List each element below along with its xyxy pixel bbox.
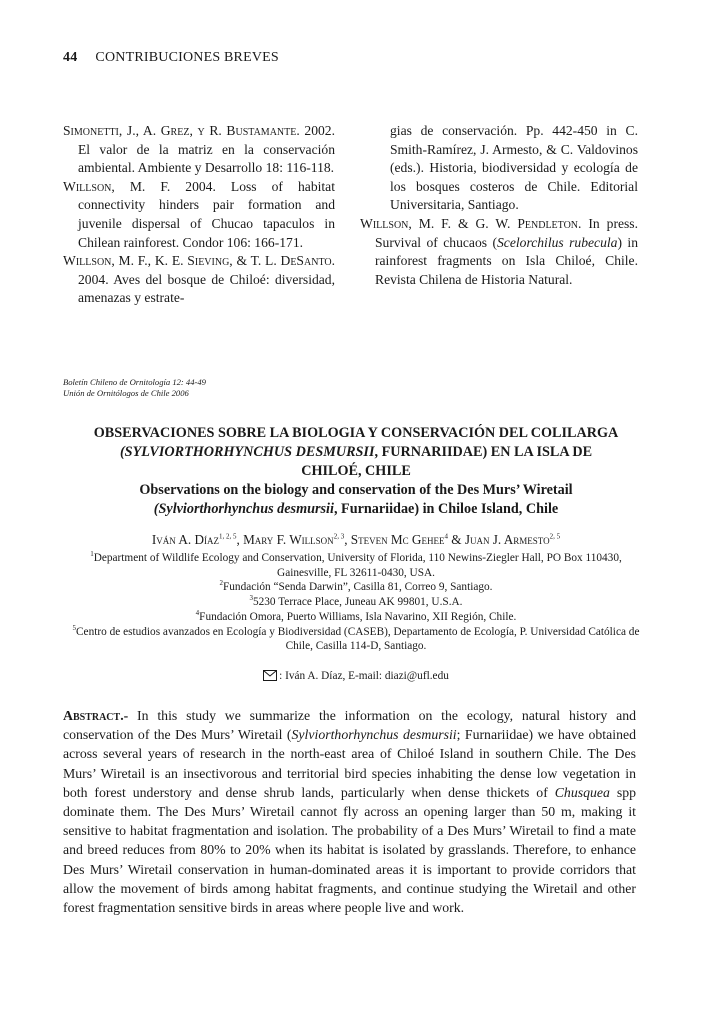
author-list <box>60 532 652 548</box>
title-english-line <box>60 500 652 519</box>
author-name: Steven Mc Gehee <box>350 532 445 547</box>
reference-text: 2002. El valor de la matriz en la conservación ambiental. Ambiente y Desarrollo 18: 116-118. <box>78 123 335 176</box>
author-name: Mary F. Willson <box>243 532 334 547</box>
title-spanish-line: CHILOÉ, CHILE <box>301 463 411 479</box>
author-name: Juan J. Armesto <box>464 532 550 547</box>
abstract-text: spp dominate them. The Des Murs’ Wiretail cannot fly across an opening larger than 50 m, making it sensitive to habitat fragmentation and isolation. The probability of a Des Murs’ Wiretail to find a mate and breed reduces from 80% to 20% when its habitat is isolated by grasslands. Therefore, to enhance Des Murs’ Wiretail conservation in human-dominated areas it is important to provide corridors that allow the movement of birds among habitat fragments, and continue studying the Wiretail and other forest fragmentation sensitive birds in areas where people live and work. <box>63 784 636 916</box>
references-right-column <box>360 122 638 289</box>
reference-text: 2004. Loss of habitat connectivity hinders pair formation and juvenile dispersal of Chucao tapaculos in Chilean rainforest. Condor 106: 166-171. <box>78 178 335 250</box>
running-head <box>63 50 279 66</box>
title-english-text: , Furnariidae) in Chiloe Island, Chile <box>333 501 559 517</box>
author-affiliation-marks: 4 <box>444 532 448 541</box>
journal-info <box>63 377 206 399</box>
affiliation <box>66 580 646 595</box>
affiliation-number: 2 <box>219 579 223 588</box>
reference-text: ) in rainforest fragments on Isla Chiloé, Chile. Revista Chilena de Historia Natural. <box>375 234 638 287</box>
title-spanish <box>60 424 652 481</box>
abstract-species: Sylviorthorhynchus desmursii <box>291 727 457 743</box>
reference-continuation: gias de conservación. Pp. 442-450 in C. Smith-Ramírez, J. Armesto, & C. Valdovinos (eds.). Historia, biodiversidad y ecología de los bosques costeros de Chile. Editorial Universitaria, Santiago. <box>390 123 638 213</box>
references-left-column <box>63 122 335 308</box>
abstract-genus: Chusquea <box>554 784 610 800</box>
contact-email <box>60 670 652 684</box>
affiliation <box>66 625 646 654</box>
affiliation-number: 4 <box>195 609 200 618</box>
reference-entry <box>63 178 335 252</box>
title-spanish-species: (SYLVIORTHORHYNCHUS DESMURSII <box>119 444 375 460</box>
affiliation-text: Fundación Omora, Puerto Williams, Isla Navarino, XII Región, Chile. <box>199 610 517 623</box>
title-english <box>60 481 652 519</box>
author-name: Iván A. Díaz <box>151 532 219 547</box>
reference-entry <box>360 215 638 289</box>
reference-authors: Willson, M. F. & G. W. Pendleton. <box>360 215 582 231</box>
title-english-species: (Sylviorthorhynchus desmursii <box>153 501 334 517</box>
abstract <box>63 706 636 917</box>
section-title: CONTRIBUCIONES BREVES <box>95 50 279 65</box>
reference-species: Scelorchilus rubecula <box>497 234 618 250</box>
reference-text: 2004. Aves del bosque de Chiloé: diversidad, amenazas y estrate- <box>78 271 335 306</box>
affiliation-text: Department of Wildlife Ecology and Conservation, University of Florida, 110 Newins-Ziegler Hall, PO Box 110430, Gainesville, FL 32611-0430, USA. <box>93 552 622 579</box>
reference-entry <box>63 122 335 178</box>
journal-citation: Boletín Chileno de Ornitología 12: 44-49 <box>63 377 206 387</box>
journal-publisher: Unión de Ornitólogos de Chile 2006 <box>63 388 189 398</box>
abstract-text: In this study we summarize the information on the ecology, natural history and conservation of the Des Murs’ Wiretail ( <box>63 708 636 743</box>
reference-text: In press. Survival of chucaos ( <box>375 215 638 250</box>
reference-authors: Simonetti, J., A. Grez, y R. Bustamante. <box>63 123 300 138</box>
author-separator: & <box>447 532 465 547</box>
affiliation-number: 3 <box>249 594 253 603</box>
title-spanish-text: , FURNARIIDAE) EN LA ISLA DE <box>374 444 593 460</box>
affiliation <box>66 595 646 610</box>
affiliation-list <box>66 551 646 654</box>
author-affiliation-marks: 1, 2, 5 <box>218 532 237 541</box>
page-number: 44 <box>63 50 78 65</box>
author-separator: , <box>344 532 351 547</box>
reference-entry <box>63 252 335 308</box>
abstract-text: ; Furnariidae) we have obtained across several years of research in the north-east area of Chiloé Island in southern Chile. The Des Murs’ Wiretail is an insectivorous and territorial bird species inhabiting the dense low vegetation in both forest understory and dense shrub lands, particularly when dense thickets of <box>63 727 636 800</box>
abstract-label: Abstract.- <box>63 708 129 723</box>
affiliation <box>66 610 646 625</box>
affiliation <box>66 551 646 580</box>
author-separator: , <box>236 532 244 547</box>
affiliation-number: 5 <box>72 623 77 632</box>
author-affiliation-marks: 2, 5 <box>549 532 561 541</box>
article-titles <box>60 424 652 519</box>
affiliation-number: 1 <box>90 550 94 559</box>
title-spanish-line <box>60 443 652 462</box>
reference-authors: Willson, M. F. <box>63 178 171 194</box>
affiliation-text: Fundación “Senda Darwin”, Casilla 81, Correo 9, Santiago. <box>223 581 493 594</box>
title-spanish-line: OBSERVACIONES SOBRE LA BIOLOGIA Y CONSERVACIÓN DEL COLILARGA <box>93 425 619 441</box>
envelope-icon <box>263 670 277 684</box>
title-english-line: Observations on the biology and conservation of the Des Murs’ Wiretail <box>139 482 573 498</box>
affiliation-text: 5230 Terrace Place, Juneau AK 99801, U.S.A. <box>252 596 463 609</box>
email-text: : Iván A. Díaz, E-mail: diazi@ufl.edu <box>279 670 449 682</box>
reference-authors: Willson, M. F., K. E. Sieving, & T. L. DeSanto. <box>63 253 335 269</box>
affiliation-text: Centro de estudios avanzados en Ecología y Biodiversidad (CASEB), Departamento de Ecología, P. Universidad Católica de Chile, Casilla 114-D, Santiago. <box>76 625 640 653</box>
author-affiliation-marks: 2, 3 <box>333 532 345 541</box>
